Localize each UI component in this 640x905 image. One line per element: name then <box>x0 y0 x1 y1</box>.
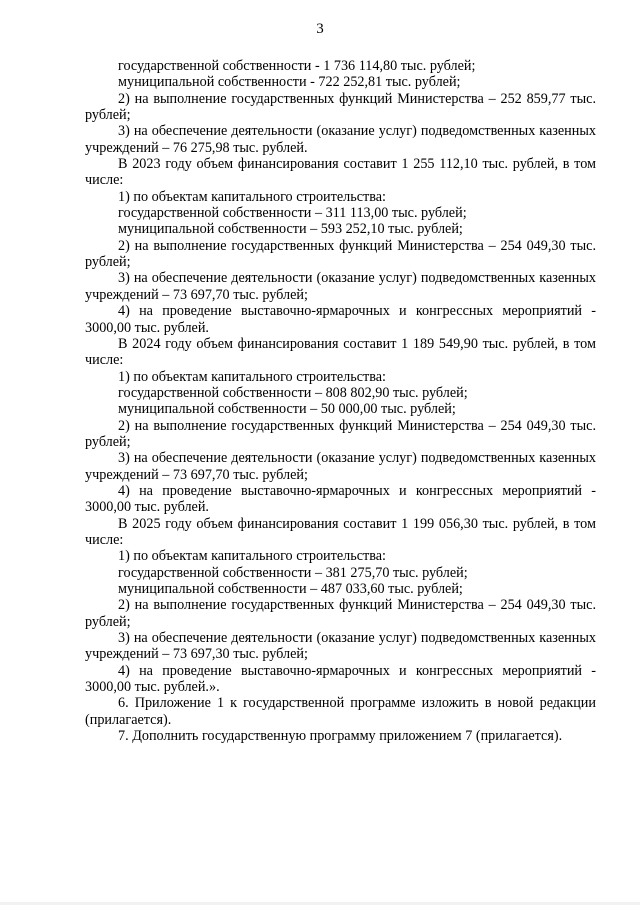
paragraph: В 2023 году объем финансирования составит 1 255 112,10 тыс. рублей, в том числе: <box>85 156 596 189</box>
paragraph: муниципальной собственности – 487 033,60 тыс. рублей; <box>118 581 463 597</box>
paragraph: 1) по объектам капитального строительства: <box>118 188 386 205</box>
paragraph: 2) на выполнение государственных функций Министерства – 254 049,30 тыс. рублей; <box>85 237 596 271</box>
paragraph: 2) на выполнение государственных функций Министерства – 252 859,77 тыс. рублей; <box>85 90 596 124</box>
paragraph: В 2024 году объем финансирования составит 1 189 549,90 тыс. рублей, в том числе: <box>85 335 596 369</box>
paragraph: государственной собственности – 808 802,90 тыс. рублей; <box>118 384 468 401</box>
paragraph: 2) на выполнение государственных функций Министерства – 254 049,30 тыс. рублей; <box>85 417 596 450</box>
paragraph: 6. Приложение 1 к государственной программе изложить в новой редакции (прилагается). <box>85 695 596 728</box>
paragraph: муниципальной собственности - 722 252,81 тыс. рублей; <box>118 74 461 91</box>
paragraph: муниципальной собственности – 593 252,10 тыс. рублей; <box>118 221 463 238</box>
paragraph: 7. Дополнить государственную программу приложением 7 (прилагается). <box>118 728 563 745</box>
paragraph: В 2025 году объем финансирования составит 1 199 056,30 тыс. рублей, в том числе: <box>85 515 596 548</box>
paragraph: 4) на проведение выставочно-ярмарочных и конгрессных мероприятий - 3000,00 тыс. рублей. <box>85 482 596 516</box>
paragraph: 2) на выполнение государственных функций Министерства – 254 049,30 тыс. рублей; <box>85 597 596 630</box>
paragraph: 3) на обеспечение деятельности (оказание услуг) подведомственных казенных учреждений – 73 697,30 тыс. рублей; <box>85 630 596 663</box>
paragraph: государственной собственности – 381 275,70 тыс. рублей; <box>118 564 468 581</box>
paragraph: муниципальной собственности – 50 000,00 тыс. рублей; <box>118 401 456 418</box>
paragraph: 4) на проведение выставочно-ярмарочных и конгрессных мероприятий - 3000,00 тыс. рублей.». <box>85 662 596 696</box>
paragraph: государственной собственности - 1 736 114,80 тыс. рублей; <box>118 58 476 74</box>
paragraph: государственной собственности – 311 113,00 тыс. рублей; <box>118 205 467 222</box>
paragraph: 1) по объектам капитального строительства: <box>118 548 386 565</box>
page-number: 3 <box>316 21 324 37</box>
paragraph: 3) на обеспечение деятельности (оказание услуг) подведомственных казенных учреждений – 73 697,70 тыс. рублей; <box>85 450 596 483</box>
paragraph: 1) по объектам капитального строительства: <box>118 368 386 385</box>
paragraph: 3) на обеспечение деятельности (оказание услуг) подведомственных казенных учреждений – 73 697,70 тыс. рублей; <box>85 270 596 303</box>
paragraph: 3) на обеспечение деятельности (оказание услуг) подведомственных казенных учреждений – 76 275,98 тыс. рублей. <box>85 123 596 156</box>
document-body <box>85 58 596 744</box>
paragraph: 4) на проведение выставочно-ярмарочных и конгрессных мероприятий - 3000,00 тыс. рублей. <box>85 303 596 336</box>
